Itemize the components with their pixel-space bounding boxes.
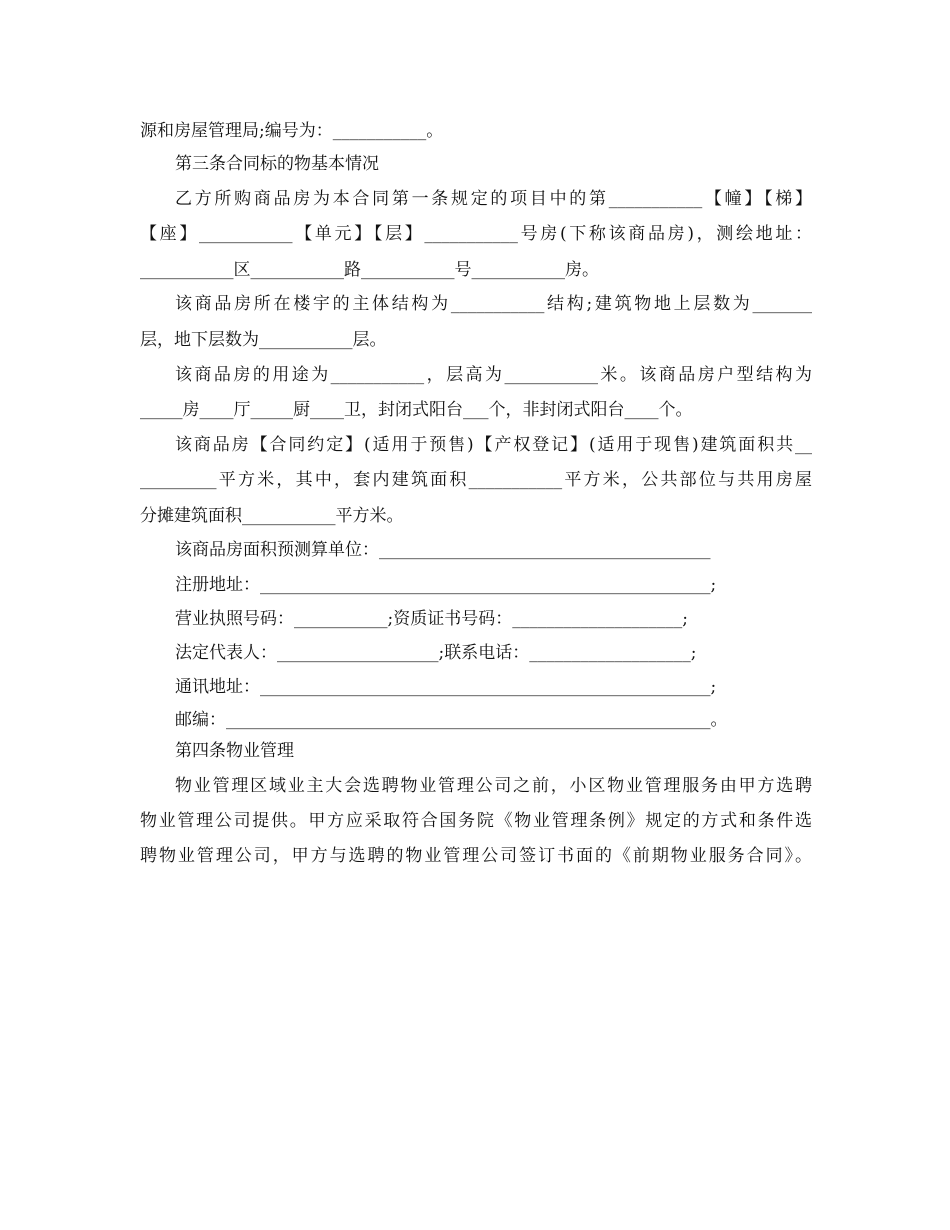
form-line: 注册地址：_____________________________________________________; bbox=[175, 575, 717, 595]
text-line: 该商品房所在楼宇的主体结构为___________结构;建筑物地上层数为_______ bbox=[175, 294, 812, 314]
text-line: 物业管理区域业主大会选聘物业管理公司之前，小区物业管理服务由甲方选聘 bbox=[175, 776, 812, 796]
text-line: 【座】___________【单元】【层】___________号房(下称该商品房)，测绘地址： bbox=[140, 224, 812, 244]
text-line: 物业管理公司提供。甲方应采取符合国务院《物业管理条例》规定的方式和条件选 bbox=[140, 811, 812, 831]
text-line: ___________区___________路___________号___________房。 bbox=[140, 260, 599, 280]
section-heading: 第三条合同标的物基本情况 bbox=[175, 154, 379, 174]
text-line: 乙方所购商品房为本合同第一条规定的项目中的第___________【幢】【梯】 bbox=[175, 189, 812, 209]
section-heading: 第四条物业管理 bbox=[175, 741, 294, 761]
text-line: 聘物业管理公司，甲方与选聘的物业管理公司签订书面的《前期物业服务合同》。 bbox=[140, 846, 812, 866]
text-line: 该商品房的用途为___________，层高为___________米。该商品房户型结构为 bbox=[175, 365, 812, 385]
form-line: 邮编：_________________________________________________________。 bbox=[175, 710, 728, 730]
text-line: 源和房屋管理局;编号为：___________。 bbox=[140, 121, 444, 141]
text-line: _____房____厅_____厨____卫，封闭式阳台___个，非封闭式阳台____个。 bbox=[140, 400, 693, 420]
form-line: 通讯地址：_____________________________________________________; bbox=[175, 677, 717, 697]
text-line: _________平方米，其中，套内建筑面积___________平方米，公共部位与共用房屋 bbox=[140, 470, 812, 490]
text-line: 该商品房【合同约定】(适用于预售)【产权登记】(适用于现售)建筑面积共__ bbox=[175, 435, 812, 455]
form-line: 该商品房面积预测算单位：_______________________________________ bbox=[175, 540, 711, 560]
form-line: 法定代表人：___________________;联系电话：___________________; bbox=[175, 643, 697, 663]
text-line: 层，地下层数为___________层。 bbox=[140, 330, 387, 350]
text-line: 分摊建筑面积___________平方米。 bbox=[140, 506, 404, 526]
form-line: 营业执照号码：___________;资质证书号码：____________________; bbox=[175, 609, 688, 629]
